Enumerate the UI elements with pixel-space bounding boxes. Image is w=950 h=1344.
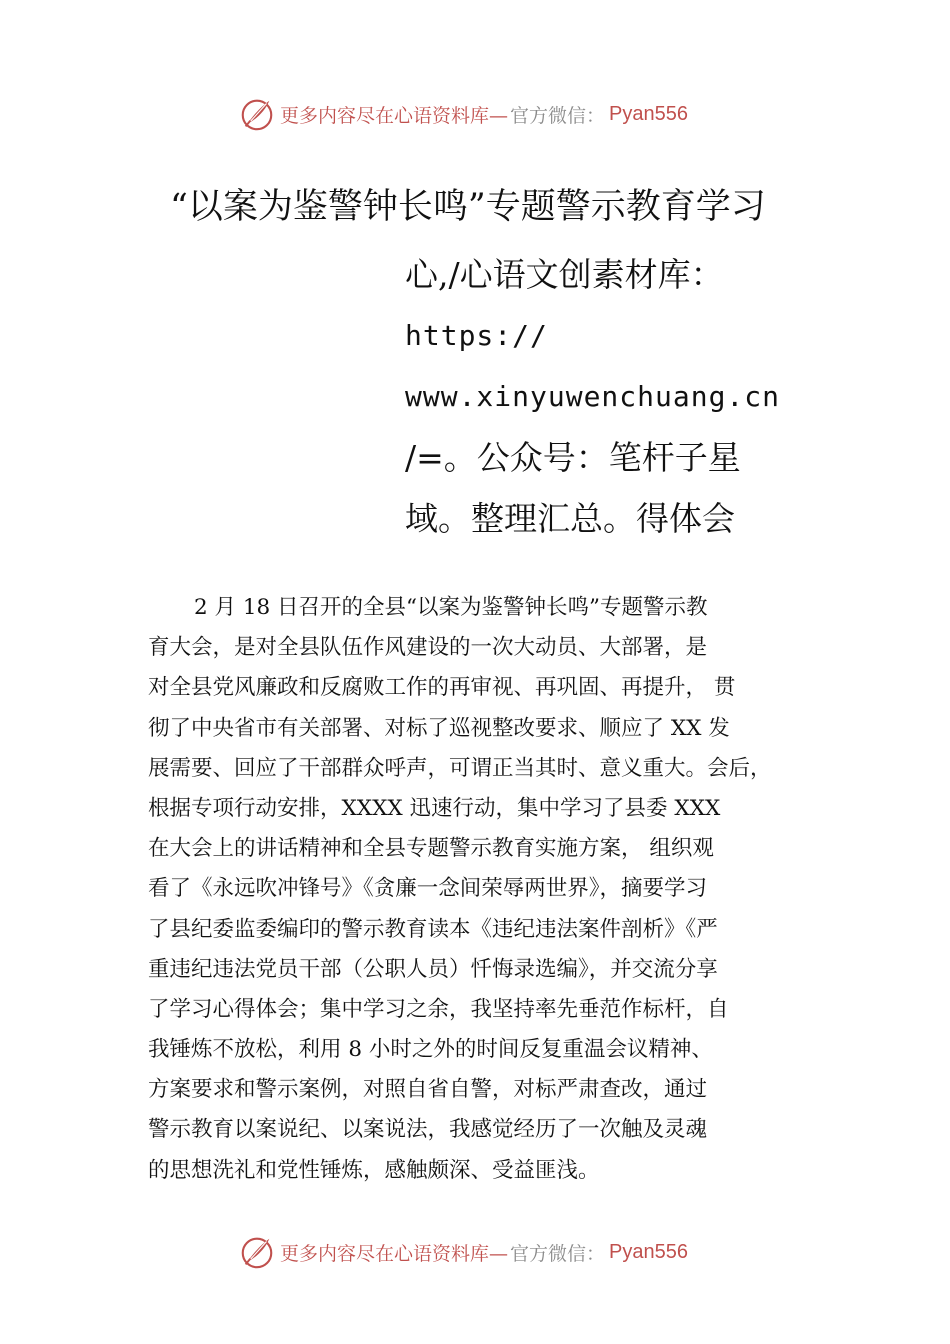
paragraph-line: 警示教育以案说纪、以案说法，我感觉经历了一次触及灵魂 xyxy=(148,1117,708,1143)
paragraph-line: 看了《永远吹冲锋号》《贪廉一念间荣辱两世界》，摘要学习 xyxy=(148,876,708,902)
banner-slogan: 更多内容尽在心语资料库— xyxy=(280,1242,509,1265)
source-info-block xyxy=(405,244,825,549)
paragraph-line: 方案要求和警示案例，对照自省自警，对标严肃查改，通过 xyxy=(148,1077,708,1103)
feather-pen-logo-icon xyxy=(238,95,276,133)
banner-wechat-id: Pyan556 xyxy=(609,102,688,125)
paragraph-line: 根据专项行动安排，XXXX 迅速行动，集中学习了县委 XXX xyxy=(148,795,721,821)
source-line: 心,/心语文创素材库： xyxy=(405,255,724,294)
paragraph-line: 的思想洗礼和党性锤炼，感触颇深、受益匪浅。 xyxy=(148,1157,600,1183)
paragraph-line: 重违纪违法党员干部（公职人员）忏悔录选编》，并交流分享 xyxy=(148,956,718,982)
body-paragraph xyxy=(148,588,838,1191)
banner-slogan: 更多内容尽在心语资料库— xyxy=(280,104,509,127)
paragraph-line: 育大会，是对全县队伍作风建设的一次大动员、大部署，是 xyxy=(148,635,708,661)
document-title: “以案为鉴警钟长鸣”专题警示教育学习 xyxy=(170,187,766,227)
feather-pen-logo-icon xyxy=(238,1233,276,1271)
paragraph-line: 2 月 18 日召开的全县“以案为鉴警钟长鸣”专题警示教 xyxy=(194,595,708,620)
paragraph-line: 了县纪委监委编印的警示教育读本《违纪违法案件剖析》《严 xyxy=(148,916,718,942)
banner-wechat-label: 官方微信： xyxy=(510,104,606,127)
paragraph-line: 展需要、回应了干部群众呼声，可谓正当其时、意义重大。会后， xyxy=(148,755,772,781)
source-link-line: https:// xyxy=(405,319,548,352)
banner-wechat-id: Pyan556 xyxy=(609,1240,688,1263)
source-link-line: www.xinyuwenchuang.cn xyxy=(405,380,781,413)
paragraph-line: 彻了中央省市有关部署、对标了巡视整改要求、顺应了 XX 发 xyxy=(148,715,730,741)
source-line: /=。公众号：笔杆子星 xyxy=(405,438,741,477)
paragraph-line: 了学习心得体会；集中学习之余，我坚持率先垂范作标杆，自 xyxy=(148,996,729,1022)
footer-banner xyxy=(238,1232,688,1272)
banner-wechat-label: 官方微信： xyxy=(510,1242,606,1265)
paragraph-line: 我锤炼不放松，利用 8 小时之外的时间反复重温会议精神、 xyxy=(148,1037,713,1063)
header-banner xyxy=(238,94,688,134)
source-line: 域。整理汇总。得体会 xyxy=(405,499,735,538)
paragraph-line: 在大会上的讲话精神和全县专题警示教育实施方案， 组织观 xyxy=(148,836,714,862)
paragraph-line: 对全县党风廉政和反腐败工作的再审视、再巩固、再提升， 贯 xyxy=(148,675,736,701)
